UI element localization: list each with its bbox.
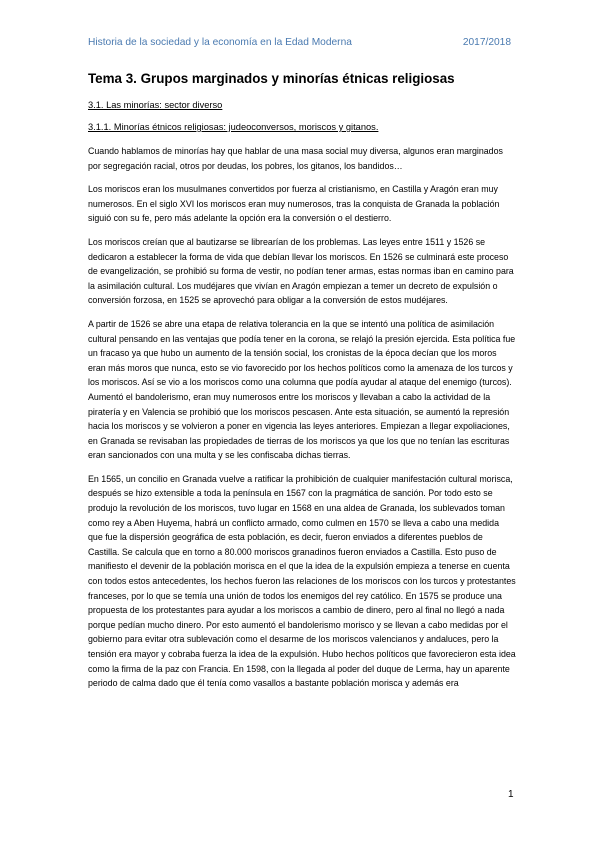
document-body <box>88 70 516 700</box>
header-year: 2017/2018 <box>462 37 511 48</box>
subsection-heading: 3.1.1. Minorías étnicos religiosas: judeoconversos, moriscos y gitanos. <box>88 122 379 132</box>
paragraph-4: A partir de 1526 se abre una etapa de relativa tolerancia en la que se intentó una política de asimilación cultural pensando en las ventajas que podía tener en la corona, se relajó la presión ejercida. Esta política fue un fracaso ya que hubo un aumento de la tensión social, los cronistas de la época decían que los moros eran más moros que nunca, esto se vio favorecido por los hechos políticos como la amenaza de los turcos y los moriscos. Así se vio a los moriscos como una columna que podía ayudar al ataque del enemigo (turcos). Aumentó el bandolerismo, eran muy numerosos entre los moriscos y llevaban a cabo la actividad de la piratería y en Valencia se prohibió que los moriscos pescasen. Ante esta situación, se aumentó la represión hacia los moriscos y se volvieron a poner en vigencia las leyes anteriores. Empiezan a llegar expoliaciones, en Granada se revisaban las propiedades de tierras de los moriscos ya que los que no tenían las escrituras eran sancionados con una multa y se les confiscaba dichas tierras. <box>88 318 516 461</box>
page-header <box>88 37 511 51</box>
paragraph-5: En 1565, un concilio en Granada vuelve a ratificar la prohibición de cualquier manifestación cultural morisca, después se hizo extensible a toda la península en 1567 con la pragmática de sanción. Por todo esto se produjo la revolución de los moriscos, tuvo lugar en 1568 en una aldea de Granada, los sublevados toman como rey a Aben Huyema, habrá un conflicto armado, como culmen en 1570 se lleva a cabo una medida que fue la dispersión geográfica de esta población, es decir, fueron enviados a diferentes pueblos de Castilla. Se calcula que en torno a 80.000 moriscos granadinos fueron enviados a Castilla. Esto puso de manifiesto el devenir de la población morisca en el que la idea de la expulsión empieza a tenerse en cuenta con todos estos antecedentes, los hechos fueron las relaciones de los moriscos con los turcos y protestantes franceses, por lo que se temía una unión de todos los enemigos del rey católico. En 1575 se produce una propuesta de los protestantes para ayudar a los moriscos a cambio de dinero, pero al final no llegó a nada porque pedían mucho dinero. Por esto aumentó el bandolerismo morisco y se llevan a cabo medidas por el gobierno para evitar otra sublevación como el desarme de los moriscos valencianos y andaluces, pero la tensión era mayor y cobraba fuerza la idea de la expulsión. Hubo hechos políticos que favorecieron esta idea como la firma de la paz con Francia. En 1598, con la llegada al poder del duque de Lerma, hay un aparente periodo de calma dado que él tenía como vasallos a bastante población morisca y además era <box>88 473 516 689</box>
paragraph-2: Los moriscos eran los musulmanes convertidos por fuerza al cristianismo, en Castilla y Aragón eran muy numerosos. En el siglo XVI los moriscos eran muy numerosos, tras la conquista de Granada la población siguió con su fe, pero más adelante la opción era la conversión o el destierro. <box>88 184 500 224</box>
section-heading: 3.1. Las minorías: sector diverso <box>88 100 223 110</box>
paragraph-1: Cuando hablamos de minorías hay que hablar de una masa social muy diversa, algunos eran marginados por segregación racial, otros por deudas, los pobres, los gitanos, los bandidos… <box>88 146 503 171</box>
paragraph-3: Los moriscos creían que al bautizarse se librearían de los problemas. Las leyes entre 1511 y 1526 se dedicaron a establecer la forma de vida que debían llevar los moriscos. En 1526 se culminará este proceso de evangelización, se prohibió su forma de vestir, no podían tener armas, estas normas iban en camino para la asimilación cultural. Los mudéjares que vivían en Aragón empiezan a temer un decreto de expulsión o conversión forzosa, en 1525 se aprovechó para obligar a la conversión de estos mudéjares. <box>88 236 514 306</box>
document-title: Tema 3. Grupos marginados y minorías étnicas religiosas <box>88 71 455 86</box>
header-course-title: Historia de la sociedad y la economía en la Edad Moderna <box>88 37 352 48</box>
page-number: 1 <box>508 789 514 800</box>
